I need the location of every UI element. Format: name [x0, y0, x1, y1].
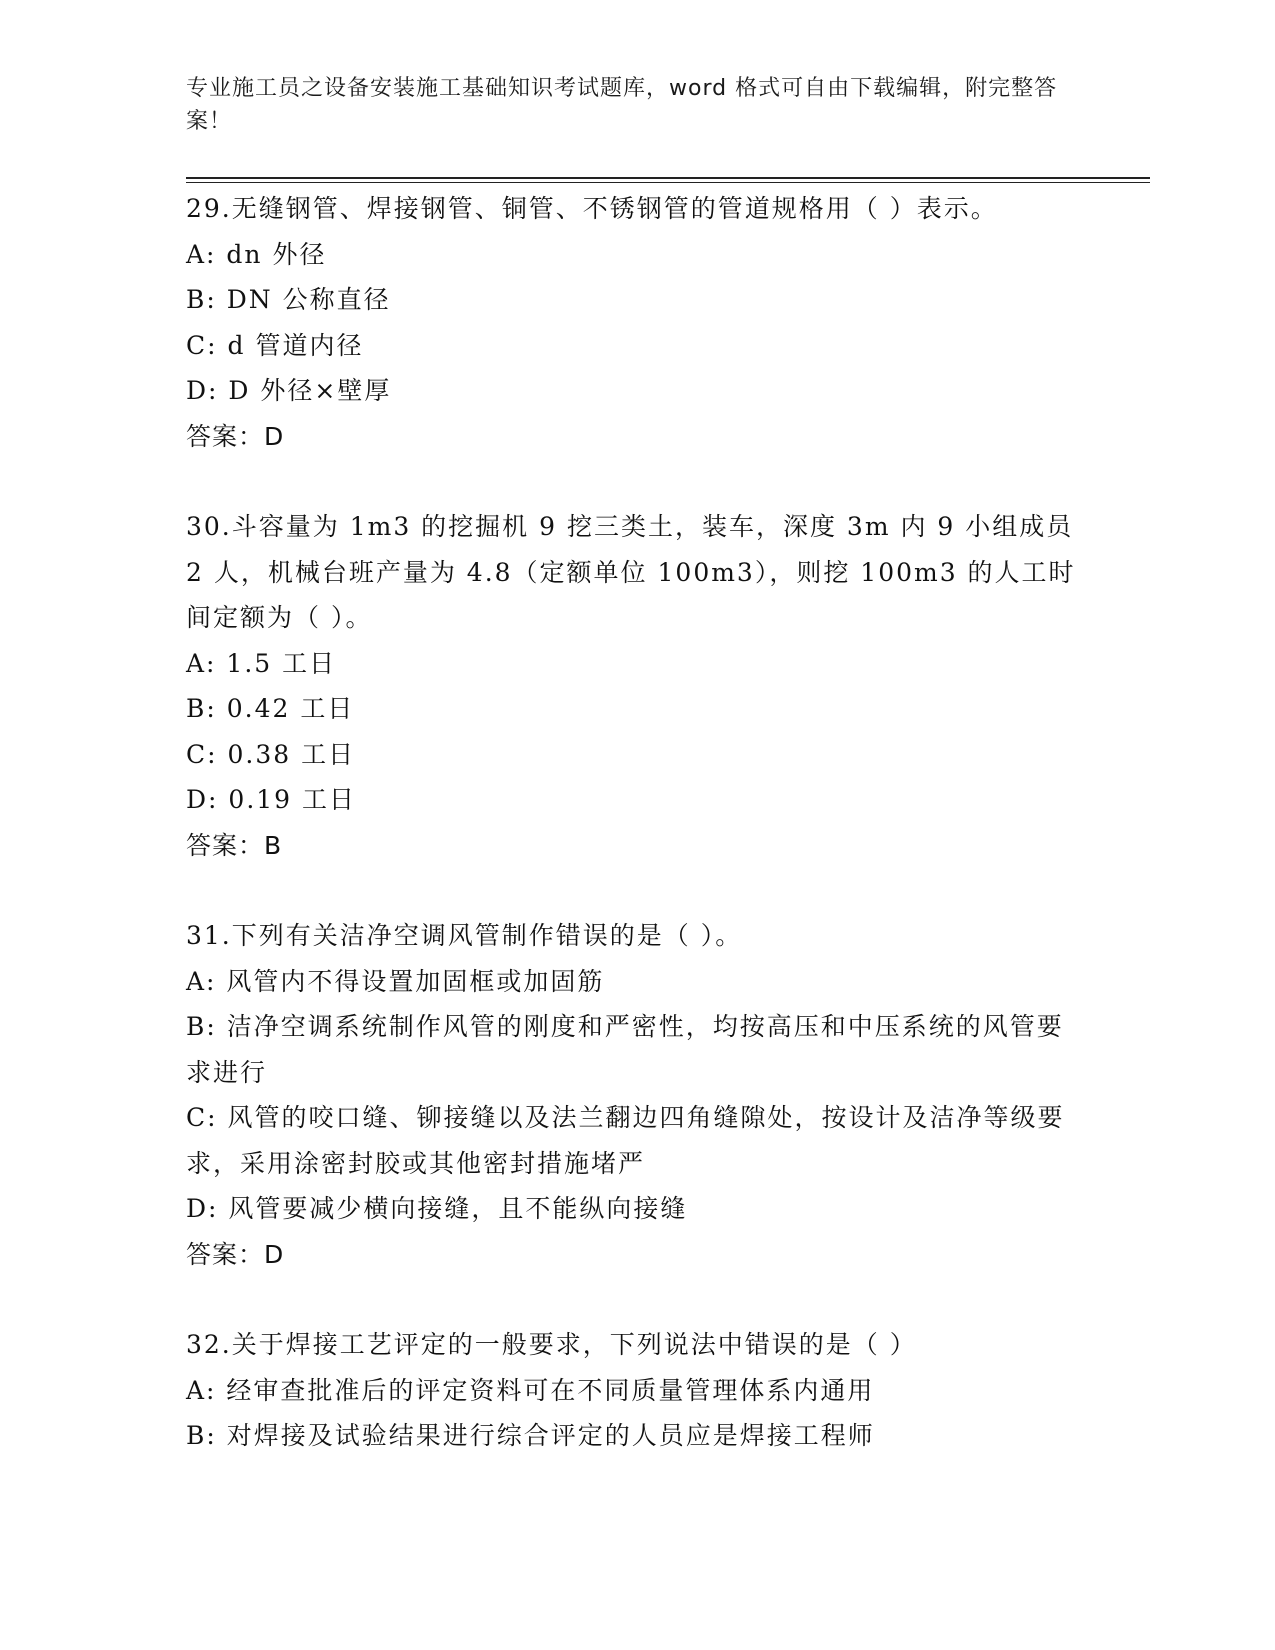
question-stem: 32.关于焊接工艺评定的一般要求，下列说法中错误的是（ ）	[186, 1330, 917, 1359]
answer: 答案：D	[186, 1239, 285, 1269]
option-c: C: d 管道内径	[186, 330, 364, 360]
answer: 答案：D	[186, 421, 285, 451]
option-a: A: 风管内不得设置加固框或加固筋	[186, 966, 605, 996]
option-b: B: 0.42 工日	[186, 694, 355, 723]
question-stem: 30.斗容量为 1m3 的挖掘机 9 挖三类土，装车，深度 3m 内 9 小组成员 2 人，机械台班产量为 4.8（定额单位 100m3），则挖 100m3 的人工时间定额为（ ）。	[186, 512, 1076, 632]
header-divider-thick	[186, 177, 1150, 179]
question-29	[186, 186, 1086, 459]
question-30	[186, 504, 1086, 868]
option-d: D: 风管要减少横向接缝，且不能纵向接缝	[186, 1194, 688, 1223]
header-divider-thin	[186, 182, 1150, 183]
option-a: A: dn 外径	[186, 239, 327, 269]
option-a: A: 1.5 工日	[186, 648, 337, 678]
option-b: B: 洁净空调系统制作风管的刚度和严密性，均按高压和中压系统的风管要求进行	[186, 1012, 1064, 1087]
answer: 答案：B	[186, 830, 283, 860]
question-list	[186, 186, 1086, 1504]
option-c: C: 0.38 工日	[186, 739, 356, 769]
option-b: B: 对焊接及试验结果进行综合评定的人员应是焊接工程师	[186, 1421, 875, 1450]
option-a: A: 经审查批准后的评定资料可在不同质量管理体系内通用	[186, 1375, 875, 1405]
question-stem: 29.无缝钢管、焊接钢管、铜管、不锈钢管的管道规格用（ ）表示。	[186, 194, 998, 223]
question-stem: 31.下列有关洁净空调风管制作错误的是（ ）。	[186, 921, 743, 950]
question-31	[186, 913, 1086, 1277]
page-header: 专业施工员之设备安装施工基础知识考试题库，word 格式可自由下载编辑，附完整答案！	[186, 76, 1058, 134]
question-32	[186, 1322, 1086, 1459]
option-c: C: 风管的咬口缝、铆接缝以及法兰翻边四角缝隙处，按设计及洁净等级要求，采用涂密封胶或其他密封措施堵严	[186, 1103, 1065, 1178]
option-d: D: 0.19 工日	[186, 785, 357, 814]
option-b: B: DN 公称直径	[186, 285, 391, 314]
option-d: D: D 外径×壁厚	[186, 376, 392, 405]
